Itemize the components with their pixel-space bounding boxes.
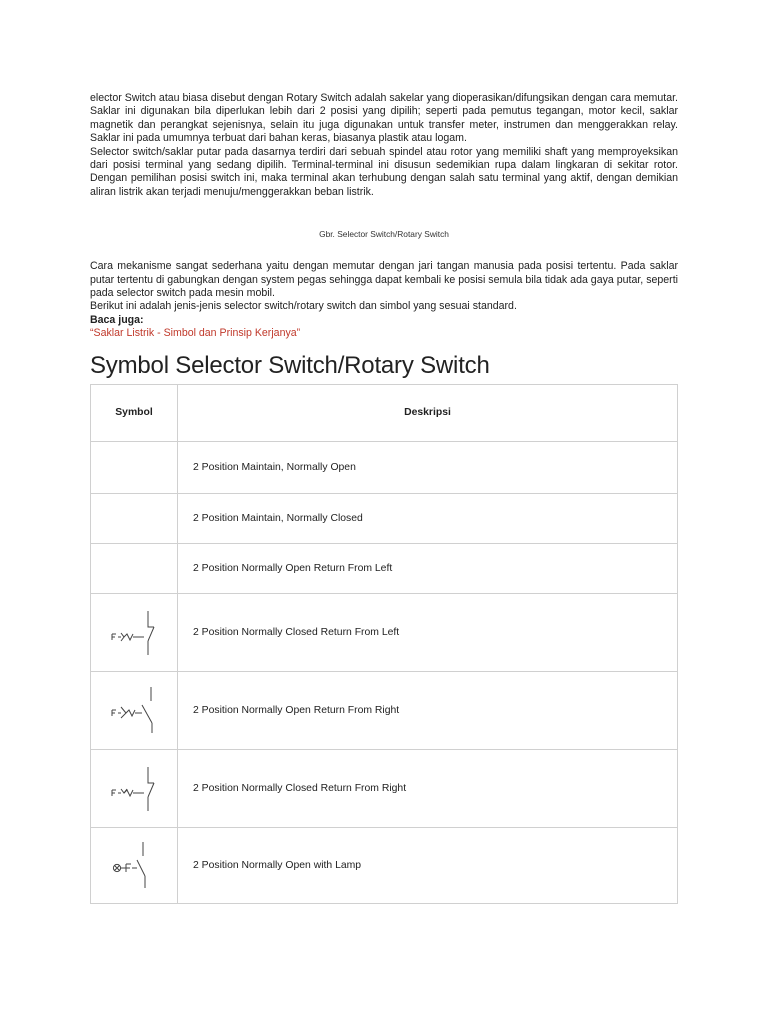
symbol-cell bbox=[91, 441, 178, 493]
description-cell: 2 Position Maintain, Normally Closed bbox=[178, 493, 678, 543]
table-row bbox=[91, 543, 678, 593]
table-row bbox=[91, 593, 678, 671]
table-row bbox=[91, 441, 678, 493]
symbol-cell bbox=[91, 593, 178, 671]
related-article-link[interactable]: “Saklar Listrik - Simbol dan Prinsip Kerjanya” bbox=[90, 327, 301, 340]
nc-return-left-icon bbox=[104, 607, 164, 657]
table-row bbox=[91, 671, 678, 749]
description-cell: 2 Position Normally Closed Return From Right bbox=[178, 749, 678, 827]
nc-return-right-icon bbox=[104, 763, 164, 813]
intro-paragraph-1: elector Switch atau biasa disebut dengan Rotary Switch adalah sakelar yang dioperasikan/difungsikan dengan cara memutar. Saklar ini digunakan bila diperlukan lebih dari 2 posisi yang dipilih; seperti pada pemutus tegangan, motor kecil, saklar magnetik dan perangkat sejenisnya, selain itu juga digunakan untuk transfer meter, instrumen dan menggerakkan relay. Saklar ini pada umumnya terbuat dari bahan keras, biasanya plastik atau logam. bbox=[90, 92, 678, 145]
table-row bbox=[91, 493, 678, 543]
intro-paragraph-2: Selector switch/saklar putar pada dasarnya terdiri dari sebuah spindel atau rotor yang memiliki shaft yang memproyeksikan dari posisi terminal yang sedang dipilih. Terminal-terminal ini disusun sedemikian rupa dalam lingkaran di sekitar rotor. Dengan pemilihan posisi switch ini, maka terminal akan terhubung dengan salah satu terminal yang aktif, dengan demikian aliran listrik akan terjadi menuju/menggerakkan beban listrik. bbox=[90, 145, 678, 198]
figure-caption: Gbr. Selector Switch/Rotary Switch bbox=[319, 229, 449, 240]
symbol-cell bbox=[91, 493, 178, 543]
no-lamp-icon bbox=[104, 840, 164, 890]
symbol-cell bbox=[91, 827, 178, 903]
description-cell: 2 Position Normally Open with Lamp bbox=[178, 827, 678, 903]
symbol-column-header: Symbol bbox=[91, 384, 178, 441]
description-cell: 2 Position Normally Closed Return From Left bbox=[178, 593, 678, 671]
no-return-right-icon bbox=[104, 685, 164, 735]
description-cell: 2 Position Normally Open Return From Right bbox=[178, 671, 678, 749]
baca-juga-label: Baca juga: bbox=[90, 313, 144, 326]
symbol-table bbox=[90, 384, 678, 904]
intro-paragraph-3: Cara mekanisme sangat sederhana yaitu dengan memutar dengan jari tangan manusia pada posisi tertentu. Pada saklar putar tertentu di gabungkan dengan system pegas sehingga dapat kembali ke posisi semula bila tidak ada gaya putar, seperti pada selector switch pada mesin mobil. bbox=[90, 260, 678, 300]
document-page bbox=[90, 92, 678, 904]
section-heading: Symbol Selector Switch/Rotary Switch bbox=[90, 351, 490, 379]
description-cell: 2 Position Maintain, Normally Open bbox=[178, 441, 678, 493]
description-cell: 2 Position Normally Open Return From Left bbox=[178, 543, 678, 593]
table-header-row bbox=[91, 384, 678, 441]
table-row bbox=[91, 827, 678, 903]
table-row bbox=[91, 749, 678, 827]
description-column-header: Deskripsi bbox=[178, 384, 678, 441]
intro-paragraph-4: Berikut ini adalah jenis-jenis selector switch/rotary switch dan simbol yang sesuai standard. bbox=[90, 300, 517, 313]
symbol-cell bbox=[91, 671, 178, 749]
symbol-cell bbox=[91, 749, 178, 827]
symbol-cell bbox=[91, 543, 178, 593]
